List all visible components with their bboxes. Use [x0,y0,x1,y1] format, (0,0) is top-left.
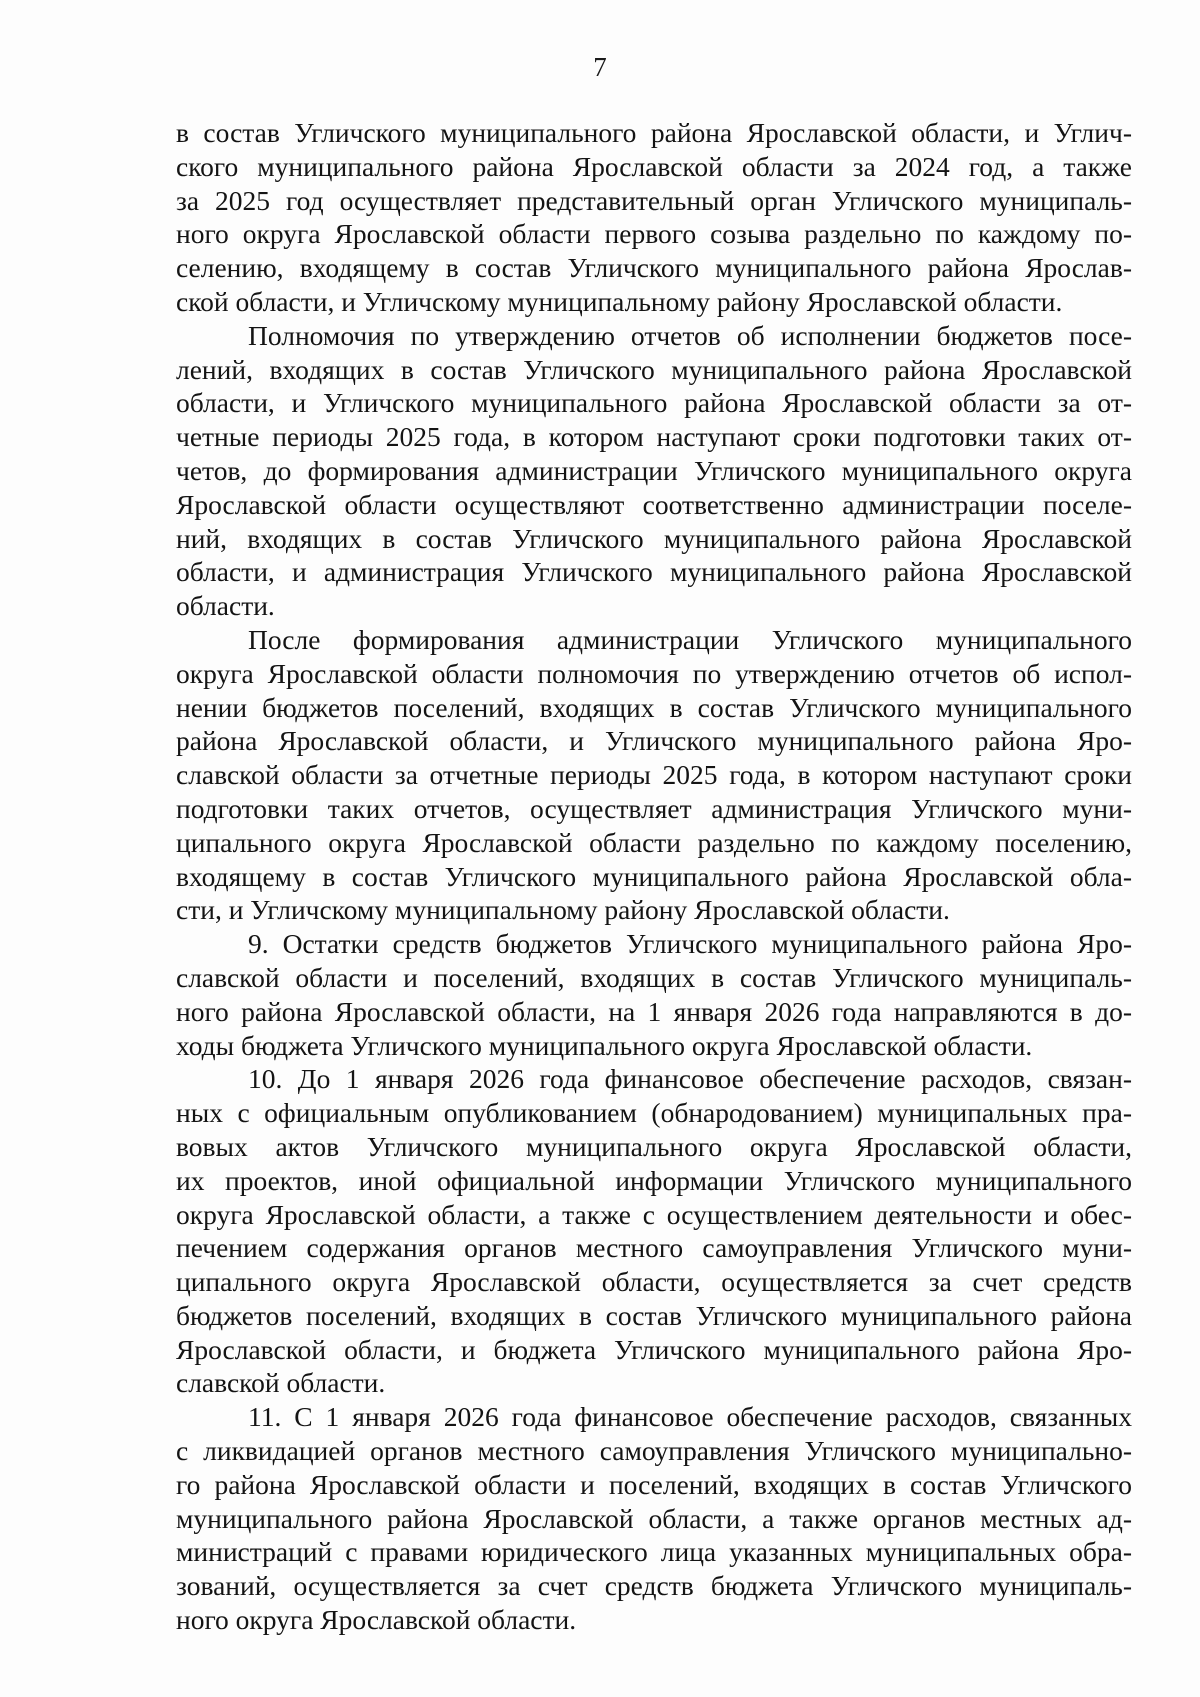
text-line: сти, и Угличскому муниципальному району Ярославской области. [176,894,950,926]
text-line: ного округа Ярославской области. [176,1604,577,1636]
page-number: 7 [593,52,607,82]
paragraph [176,319,1132,623]
text-line: округа Ярославской области полномочия по утверждению отчетов об испол- [176,657,1132,689]
text-line: ного округа Ярославской области первого созыва раздельно по каждому по- [176,218,1132,250]
text-line: ний, входящих в состав Угличского муниципального района Ярославской [176,522,1132,554]
text-line: зований, осуществляется за счет средств бюджета Угличского муниципаль- [176,1570,1132,1602]
text-line: славской области. [176,1367,386,1399]
text-line: ципального округа Ярославской области, осуществляется за счет средств [176,1266,1132,1298]
text-line: 9. Остатки средств бюджетов Угличского муниципального района Яро- [248,928,1132,960]
text-line: района Ярославской области, и Угличского муниципального района Яро- [176,725,1132,757]
text-line: печением содержания органов местного самоуправления Угличского муни- [176,1232,1132,1264]
text-line: лений, входящих в состав Угличского муниципального района Ярославской [176,353,1132,385]
text-line: го района Ярославской области и поселений, входящих в состав Угличского [176,1468,1132,1500]
text-line: После формирования администрации Угличского муниципального [248,623,1132,655]
text-line: за 2025 год осуществляет представительный орган Угличского муниципаль- [176,184,1132,216]
text-line: округа Ярославской области, а также с осуществлением деятельности и обес- [176,1198,1132,1230]
text-line: четов, до формирования администрации Угличского муниципального округа [176,454,1132,486]
text-line: их проектов, иной официальной информации Угличского муниципального [176,1164,1132,1196]
text-line: ходы бюджета Угличского муниципального округа Ярославской области. [176,1029,1033,1061]
text-line: вовых актов Угличского муниципального округа Ярославской области, [176,1130,1132,1162]
text-line: ской области, и Угличскому муниципальному району Ярославской области. [176,285,1063,317]
text-line: области. [176,590,275,622]
text-line: бюджетов поселений, входящих в состав Угличского муниципального района [176,1299,1132,1331]
text-line: Ярославской области, и бюджета Угличского муниципального района Яро- [176,1333,1132,1365]
text-line: ных с официальным опубликованием (обнародованием) муниципальных пра- [176,1097,1132,1129]
paragraph [176,623,1132,927]
text-line: славской области за отчетные периоды 2025 года, в котором наступают сроки [176,759,1132,791]
text-line: ного района Ярославской области, на 1 января 2026 года направляются в до- [176,995,1132,1027]
text-line: 10. До 1 января 2026 года финансовое обеспечение расходов, связан- [248,1063,1132,1095]
text-line: селению, входящему в состав Угличского муниципального района Ярослав- [176,252,1132,284]
text-line: четные периоды 2025 года, в котором наступают сроки подготовки таких от- [176,421,1132,453]
text-line: славской области и поселений, входящих в состав Угличского муниципаль- [176,961,1132,993]
paragraph [176,1400,1132,1637]
text-line: с ликвидацией органов местного самоуправления Угличского муниципально- [176,1435,1132,1467]
text-line: области, и администрация Угличского муниципального района Ярославской [176,556,1132,588]
paragraph [176,1062,1132,1400]
text-line: подготовки таких отчетов, осуществляет администрация Угличского муни- [176,792,1132,824]
text-line: 11. С 1 января 2026 года финансовое обеспечение расходов, связанных [248,1401,1132,1433]
document-body [176,116,1132,1637]
text-line: Полномочия по утверждению отчетов об исполнении бюджетов посе- [248,319,1132,351]
text-line: ципального округа Ярославской области раздельно по каждому поселению, [176,826,1132,858]
text-line: нении бюджетов поселений, входящих в состав Угличского муниципального [176,691,1132,723]
text-line: входящему в состав Угличского муниципального района Ярославской обла- [176,860,1132,892]
text-line: муниципального района Ярославской области, а также органов местных ад- [176,1502,1132,1534]
text-line: ского муниципального района Ярославской области за 2024 год, а также [176,150,1132,182]
text-line: области, и Угличского муниципального района Ярославской области за от- [176,387,1132,419]
paragraph [176,116,1132,319]
text-line: в состав Угличского муниципального района Ярославской области, и Углич- [176,117,1132,148]
text-line: Ярославской области осуществляют соответственно администрации поселе- [176,488,1132,520]
paragraph [176,927,1132,1062]
text-line: министраций с правами юридического лица указанных муниципальных обра- [176,1536,1132,1568]
